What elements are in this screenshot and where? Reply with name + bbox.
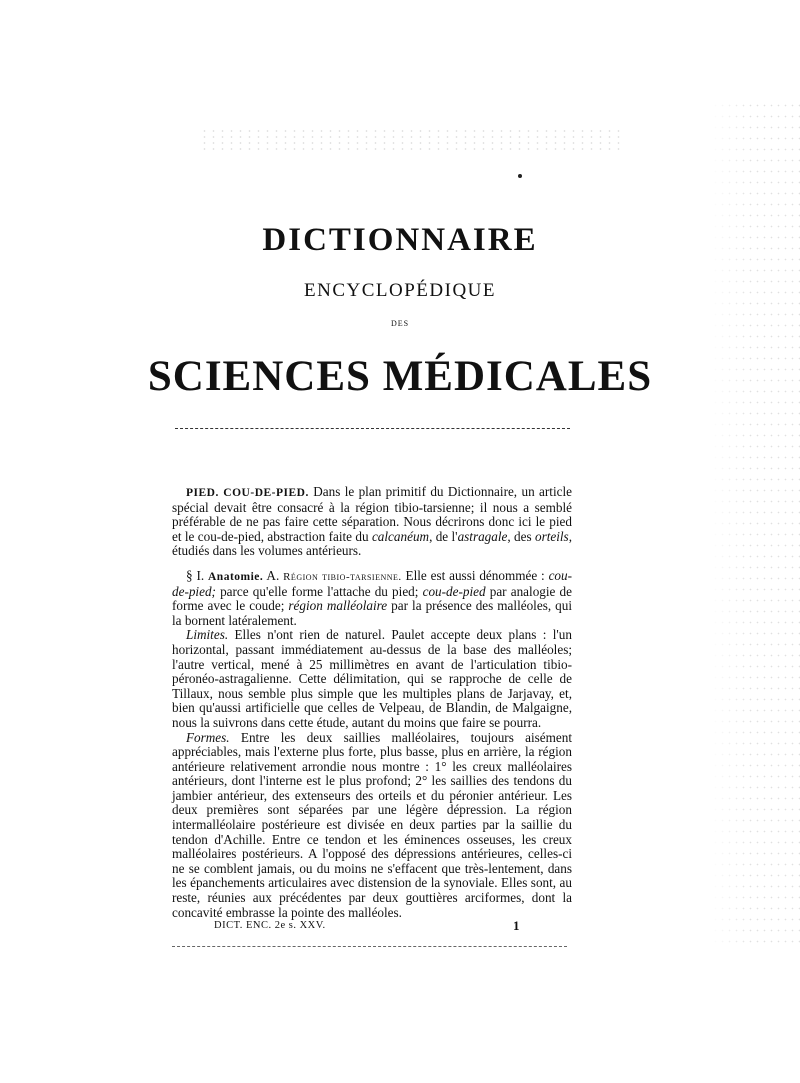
section-mark: § I. (186, 567, 205, 583)
scan-top-noise (200, 128, 620, 150)
article-heading: PIED. COU-DE-PIED. (186, 487, 309, 499)
paragraph-formes: Formes. Entre les deux saillies malléolaires, toujours aisément appréciables, mais l'externe plus forte, plus basse, plus en arrière, la région antérieure relativement arrondie nous montre : 1° les creux malléolaires antérieurs, dont l'interne est le plus profond; 2° les saillies des tendons du jambier antérieur, des extenseurs des orteils et du péronier antérieur. Les deux premières sont séparées par une légère dépression. La région intermalléolaire postérieure est divisée en deux parties par la saillie du tendon d'Achille. Entre ce tendon et les éminences osseuses, les creux malléolaires postérieurs. A l'opposé des dépressions antérieures, celles-ci ne se comblent jamais, ou du moins ne s'effacent que très-lentement, dans les épanchements articulaires avec distension de la synoviale. Elles sont, au reste, réunies aux précédentes par deux gouttières arciformes, dont la concavité embrasse la pointe des malléoles. (172, 729, 572, 920)
section-heading: Anatomie. (208, 570, 264, 583)
paragraph-limites: Limites. Elles n'ont rien de naturel. Paulet accepte deux plans : l'un horizontal, passant immédiatement au-dessus de la base des malléoles; l'autre vertical, mené à 25 millimètres en avant de l'articulation tibio-péronéo-astragalienne. Cette délimitation, qui se rapproche de celle de Tillaux, nous semble plus simple que les multiples plans de Jarjavay, et, bien qu'aussi artificielle que celles de Velpeau, de Blandin, de Malgaigne, nous la suivrons dans cette étude, autant du moins que faire se pourra. (172, 627, 572, 730)
bottom-rule (172, 946, 567, 947)
paragraph-intro: PIED. COU-DE-PIED. Dans le plan primitif du Dictionnaire, un article spécial devait être consacré à la région tibio-tarsienne; il nous a semblé préférable de ne pas faire cette séparation. Nous décrirons donc ici le pied et le cou-de-pied, abstraction faite du calcanéum, de l'astragale, des orteils, étudiés dans les volumes antérieurs. (172, 484, 572, 559)
title-dictionnaire: DICTIONNAIRE (262, 222, 538, 258)
title-rule (175, 428, 570, 429)
page-number: 1 (513, 918, 520, 933)
paragraph-anatomie: § I. Anatomie. A. Région tibio-tarsienne. Elle est aussi dénommée : cou-de-pied; parce qu'elle forme l'attache du pied; cou-de-pied par analogie de forme avec le coude; région malléolaire par la présence des malléoles, qui la bornent latéralement. (172, 567, 573, 628)
title-sciences-medicales: SCIENCES MÉDICALES (147, 353, 653, 400)
title-encyclopedique: ENCYCLOPÉDIQUE (304, 280, 496, 301)
footer-signature: DICT. ENC. 2e s. XXV. (214, 920, 326, 931)
scan-dot (518, 174, 522, 178)
article-body (172, 485, 572, 920)
title-des: DES (390, 319, 410, 328)
